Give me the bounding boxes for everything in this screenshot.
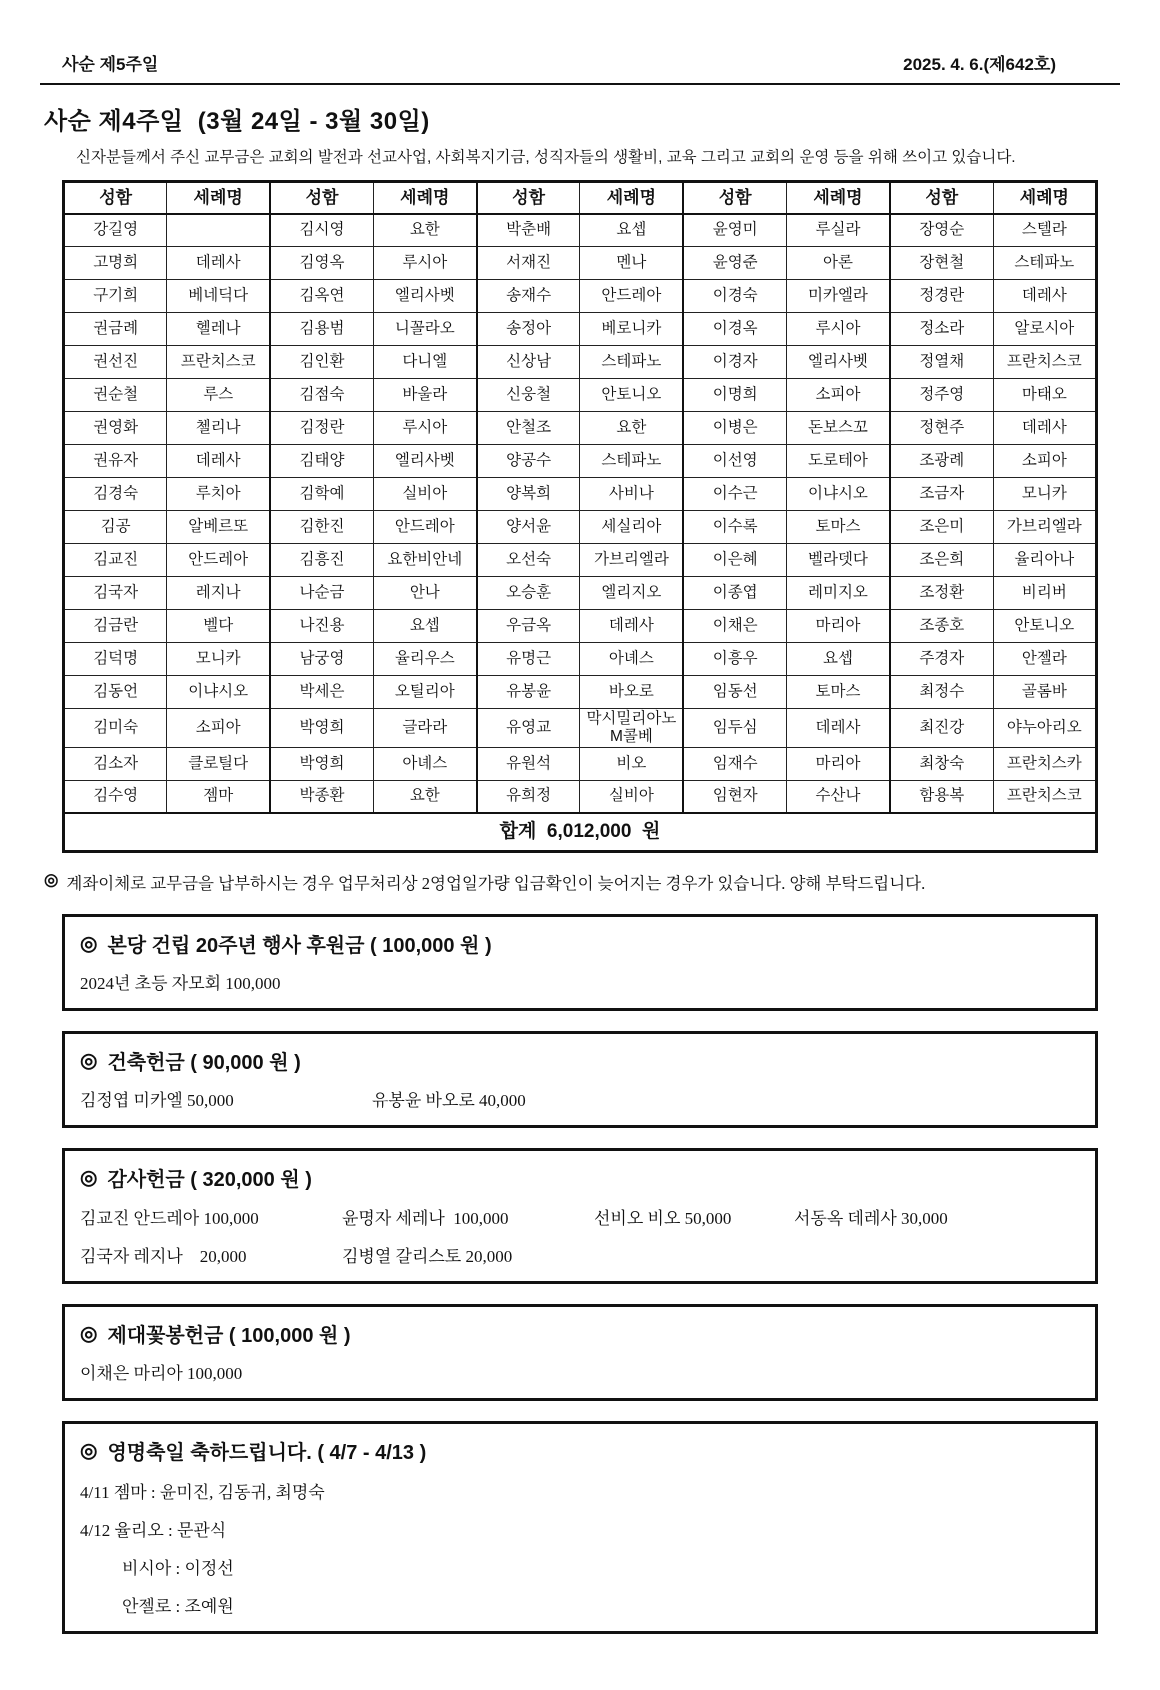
table-cell: 윤영미 — [683, 214, 786, 247]
table-cell: 장영순 — [890, 214, 993, 247]
table-cell: 김점숙 — [270, 379, 373, 412]
anniversary-fund-box — [62, 914, 1098, 1011]
table-cell: 가브리엘라 — [580, 544, 683, 577]
table-cell: 김학예 — [270, 478, 373, 511]
table-cell: 주경자 — [890, 643, 993, 676]
table-cell: 오선숙 — [477, 544, 580, 577]
table-row — [64, 747, 1097, 780]
table-cell: 사비나 — [580, 478, 683, 511]
table-cell: 스테파노 — [580, 445, 683, 478]
table-cell: 베네딕다 — [167, 280, 270, 313]
table-cell: 이경옥 — [683, 313, 786, 346]
table-cell: 최진강 — [890, 709, 993, 748]
table-cell: 미카엘라 — [787, 280, 890, 313]
table-cell: 양공수 — [477, 445, 580, 478]
table-cell: 데레사 — [580, 610, 683, 643]
table-cell: 최정수 — [890, 676, 993, 709]
table-cell: 김경숙 — [64, 478, 167, 511]
table-cell: 안젤라 — [993, 643, 1096, 676]
table-header-cell: 성함 — [477, 182, 580, 214]
bullseye-icon: ◎ — [44, 869, 59, 889]
table-cell: 정주영 — [890, 379, 993, 412]
table-cell: 레미지오 — [787, 577, 890, 610]
offering-table — [62, 180, 1098, 853]
table-cell: 이흥우 — [683, 643, 786, 676]
table-cell: 유원석 — [477, 747, 580, 780]
table-cell: 양복희 — [477, 478, 580, 511]
table-cell: 베로니카 — [580, 313, 683, 346]
table-cell: 정경란 — [890, 280, 993, 313]
table-cell: 조광례 — [890, 445, 993, 478]
table-cell: 나순금 — [270, 577, 373, 610]
table-header-cell: 세례명 — [993, 182, 1096, 214]
donation-entry: 김병열 갈리스토 20,000 — [342, 1246, 513, 1266]
table-cell: 오승훈 — [477, 577, 580, 610]
anniversary-fund-entry: 2024년 초등 자모회 100,000 — [80, 973, 281, 993]
table-cell: 김흥진 — [270, 544, 373, 577]
altar-flower-fund-title — [80, 1319, 1080, 1348]
table-cell: 김용범 — [270, 313, 373, 346]
table-cell: 레지나 — [167, 577, 270, 610]
table-cell: 김소자 — [64, 747, 167, 780]
table-row — [64, 247, 1097, 280]
table-cell: 권유자 — [64, 445, 167, 478]
table-cell: 막시밀리아노M콜베 — [580, 709, 683, 748]
table-cell: 김수영 — [64, 780, 167, 813]
table-cell: 정현주 — [890, 412, 993, 445]
table-cell: 강길영 — [64, 214, 167, 247]
transfer-note — [44, 870, 1120, 894]
table-cell: 임두심 — [683, 709, 786, 748]
table-header-cell: 성함 — [64, 182, 167, 214]
table-cell: 이은혜 — [683, 544, 786, 577]
table-cell: 유영교 — [477, 709, 580, 748]
table-cell: 프란치스코 — [993, 346, 1096, 379]
table-header-cell: 성함 — [890, 182, 993, 214]
table-cell: 데레사 — [167, 247, 270, 280]
table-cell: 엘리사벳 — [787, 346, 890, 379]
donation-entry: 선비오 비오 50,000 — [594, 1208, 732, 1228]
table-cell: 나진용 — [270, 610, 373, 643]
altar-flower-fund-title-text: 제대꽃봉헌금 ( 100,000 원 ) — [107, 1324, 351, 1347]
table-cell: 실비아 — [373, 478, 476, 511]
donation-entry: 유봉윤 바오로 40,000 — [372, 1090, 526, 1110]
table-cell: 글라라 — [373, 709, 476, 748]
table-cell: 이수근 — [683, 478, 786, 511]
table-cell: 니꼴라오 — [373, 313, 476, 346]
table-cell: 실비아 — [580, 780, 683, 813]
feast-day-title-text: 영명축일 축하드립니다. ( 4/7 - 4/13 ) — [107, 1441, 427, 1464]
table-cell: 율리아나 — [993, 544, 1096, 577]
table-cell: 김인환 — [270, 346, 373, 379]
page-header — [40, 50, 1120, 85]
table-row — [64, 544, 1097, 577]
page-header-left: 사순 제5주일 — [62, 55, 159, 74]
table-cell: 세실리아 — [580, 511, 683, 544]
thanksgiving-fund-entries — [80, 1204, 1080, 1267]
table-row — [64, 709, 1097, 748]
transfer-note-text: 계좌이체로 교무금을 납부하시는 경우 업무처리상 2영업일가량 입금확인이 늦어지는 경우가 있습니다. 양해 부탁드립니다. — [66, 873, 926, 893]
table-cell: 임재수 — [683, 747, 786, 780]
table-cell: 루시아 — [787, 313, 890, 346]
page-header-right: 2025. 4. 6.(제642호) — [903, 55, 1056, 74]
table-cell — [167, 214, 270, 247]
table-cell: 클로틸다 — [167, 747, 270, 780]
table-cell: 박세은 — [270, 676, 373, 709]
table-cell: 정열채 — [890, 346, 993, 379]
table-cell: 첼리나 — [167, 412, 270, 445]
table-cell: 이명희 — [683, 379, 786, 412]
table-cell: 서재진 — [477, 247, 580, 280]
thanksgiving-fund-title-text: 감사헌금 ( 320,000 원 ) — [107, 1168, 312, 1191]
bullseye-icon: ◎ — [80, 1166, 98, 1189]
table-cell: 데레사 — [993, 412, 1096, 445]
table-cell: 김태양 — [270, 445, 373, 478]
table-cell: 이냐시오 — [167, 676, 270, 709]
donation-entry: 김교진 안드레아 100,000 — [80, 1208, 259, 1228]
table-cell: 가브리엘라 — [993, 511, 1096, 544]
table-cell: 김시영 — [270, 214, 373, 247]
table-cell: 도로테아 — [787, 445, 890, 478]
anniversary-fund-title-text: 본당 건립 20주년 행사 후원금 ( 100,000 원 ) — [107, 934, 492, 957]
table-cell: 권금례 — [64, 313, 167, 346]
table-cell: 구기희 — [64, 280, 167, 313]
table-cell: 모니카 — [993, 478, 1096, 511]
table-cell: 안나 — [373, 577, 476, 610]
table-cell: 이수록 — [683, 511, 786, 544]
table-cell: 함용복 — [890, 780, 993, 813]
table-cell: 골롬바 — [993, 676, 1096, 709]
table-row — [64, 511, 1097, 544]
table-row — [64, 478, 1097, 511]
table-cell: 유희정 — [477, 780, 580, 813]
table-cell: 김교진 — [64, 544, 167, 577]
table-cell: 엘리사벳 — [373, 445, 476, 478]
table-cell: 김덕명 — [64, 643, 167, 676]
section-title: 사순 제4주일 (3월 24일 - 3월 30일) — [44, 108, 430, 135]
table-cell: 엘리사벳 — [373, 280, 476, 313]
donation-entry: 김국자 레지나 20,000 — [80, 1246, 247, 1266]
table-cell: 신웅철 — [477, 379, 580, 412]
table-cell: 김공 — [64, 511, 167, 544]
table-header-row — [64, 182, 1097, 214]
table-cell: 루스 — [167, 379, 270, 412]
table-cell: 오틸리아 — [373, 676, 476, 709]
table-row — [64, 313, 1097, 346]
table-cell: 조은미 — [890, 511, 993, 544]
table-header-cell: 세례명 — [167, 182, 270, 214]
table-header-cell: 세례명 — [580, 182, 683, 214]
table-header-cell: 세례명 — [787, 182, 890, 214]
table-cell: 김옥연 — [270, 280, 373, 313]
table-row — [64, 379, 1097, 412]
table-cell: 요한 — [373, 214, 476, 247]
donation-entry: 윤명자 세레나 100,000 — [342, 1208, 509, 1228]
table-row — [64, 346, 1097, 379]
table-cell: 스텔라 — [993, 214, 1096, 247]
table-cell: 우금옥 — [477, 610, 580, 643]
table-cell: 남궁영 — [270, 643, 373, 676]
table-cell: 송재수 — [477, 280, 580, 313]
table-cell: 조정환 — [890, 577, 993, 610]
table-cell: 비오 — [580, 747, 683, 780]
table-row — [64, 280, 1097, 313]
table-cell: 멘나 — [580, 247, 683, 280]
building-fund-entries — [80, 1086, 1080, 1111]
table-cell: 요셉 — [787, 643, 890, 676]
table-cell: 박영희 — [270, 709, 373, 748]
table-cell: 율리우스 — [373, 643, 476, 676]
table-cell: 김미숙 — [64, 709, 167, 748]
table-cell: 김한진 — [270, 511, 373, 544]
table-cell: 벨라뎃다 — [787, 544, 890, 577]
table-cell: 헬레나 — [167, 313, 270, 346]
thanksgiving-fund-title — [80, 1163, 1080, 1192]
table-cell: 유명근 — [477, 643, 580, 676]
table-cell: 데레사 — [993, 280, 1096, 313]
table-cell: 권선진 — [64, 346, 167, 379]
bulletin-page — [0, 50, 1160, 1634]
table-cell: 알로시아 — [993, 313, 1096, 346]
grid-spacer — [594, 1242, 794, 1267]
table-cell: 박영희 — [270, 747, 373, 780]
donation-entry: 김정엽 미카엘 50,000 — [80, 1090, 234, 1110]
feast-day-title — [80, 1436, 1080, 1465]
table-cell: 박춘배 — [477, 214, 580, 247]
table-cell: 김국자 — [64, 577, 167, 610]
table-cell: 이경자 — [683, 346, 786, 379]
total-amount: 합계 6,012,000 원 — [64, 813, 1097, 851]
donation-entry: 서동옥 데레사 30,000 — [794, 1208, 948, 1228]
table-cell: 조종호 — [890, 610, 993, 643]
table-cell: 소피아 — [993, 445, 1096, 478]
table-row — [64, 445, 1097, 478]
feast-day-line: 4/12 율리오 : 문관식 — [80, 1520, 227, 1540]
table-row — [64, 780, 1097, 813]
table-cell: 토마스 — [787, 511, 890, 544]
table-cell: 다니엘 — [373, 346, 476, 379]
table-cell: 스테파노 — [580, 346, 683, 379]
altar-flower-fund-entry: 이채은 마리아 100,000 — [80, 1363, 243, 1383]
grid-spacer — [794, 1242, 1080, 1267]
table-cell: 바울라 — [373, 379, 476, 412]
table-cell: 김금란 — [64, 610, 167, 643]
table-cell: 정소라 — [890, 313, 993, 346]
table-cell: 요셉 — [373, 610, 476, 643]
building-fund-title-text: 건축헌금 ( 90,000 원 ) — [107, 1051, 301, 1074]
table-cell: 박종환 — [270, 780, 373, 813]
building-fund-box — [62, 1031, 1098, 1128]
table-cell: 야누아리오 — [993, 709, 1096, 748]
table-header-cell: 성함 — [683, 182, 786, 214]
table-cell: 권영화 — [64, 412, 167, 445]
table-cell: 조금자 — [890, 478, 993, 511]
table-cell: 안철조 — [477, 412, 580, 445]
table-cell: 김정란 — [270, 412, 373, 445]
bullseye-icon: ◎ — [80, 1322, 98, 1345]
table-cell: 엘리지오 — [580, 577, 683, 610]
table-cell: 비리버 — [993, 577, 1096, 610]
table-cell: 임동선 — [683, 676, 786, 709]
table-cell: 프란치스카 — [993, 747, 1096, 780]
table-cell: 임현자 — [683, 780, 786, 813]
table-cell: 안토니오 — [580, 379, 683, 412]
bullseye-icon: ◎ — [80, 932, 98, 955]
table-row — [64, 643, 1097, 676]
table-cell: 루치아 — [167, 478, 270, 511]
section-subtitle: 신자분들께서 주신 교무금은 교회의 발전과 선교사업, 사회복지기금, 성직자들의 생활비, 교육 그리고 교회의 운영 등을 위해 쓰이고 있습니다. — [76, 149, 1016, 166]
table-cell: 프란치스코 — [167, 346, 270, 379]
table-cell: 아녜스 — [373, 747, 476, 780]
table-cell: 고명희 — [64, 247, 167, 280]
table-cell: 벨다 — [167, 610, 270, 643]
table-cell: 토마스 — [787, 676, 890, 709]
table-cell: 신상남 — [477, 346, 580, 379]
bullseye-icon: ◎ — [80, 1439, 98, 1462]
table-cell: 루실라 — [787, 214, 890, 247]
table-cell: 이선영 — [683, 445, 786, 478]
table-cell: 소피아 — [787, 379, 890, 412]
table-header-cell: 세례명 — [373, 182, 476, 214]
table-cell: 이경숙 — [683, 280, 786, 313]
table-cell: 유봉윤 — [477, 676, 580, 709]
table-cell: 스테파노 — [993, 247, 1096, 280]
table-row — [64, 214, 1097, 247]
anniversary-fund-title — [80, 929, 1080, 958]
table-cell: 프란치스코 — [993, 780, 1096, 813]
table-cell: 안토니오 — [993, 610, 1096, 643]
table-cell: 이종엽 — [683, 577, 786, 610]
feast-day-line: 안젤로 : 조예원 — [122, 1596, 234, 1616]
total-row — [64, 813, 1097, 851]
table-cell: 송정아 — [477, 313, 580, 346]
table-cell: 안드레아 — [167, 544, 270, 577]
table-cell: 김동언 — [64, 676, 167, 709]
table-cell: 소피아 — [167, 709, 270, 748]
table-cell: 안드레아 — [373, 511, 476, 544]
table-row — [64, 610, 1097, 643]
table-cell: 윤영준 — [683, 247, 786, 280]
table-cell: 요한비안네 — [373, 544, 476, 577]
table-cell: 권순철 — [64, 379, 167, 412]
table-row — [64, 676, 1097, 709]
table-cell: 루시아 — [373, 247, 476, 280]
table-cell: 마리아 — [787, 747, 890, 780]
table-cell: 데레사 — [787, 709, 890, 748]
table-row — [64, 412, 1097, 445]
table-cell: 마태오 — [993, 379, 1096, 412]
table-cell: 조은희 — [890, 544, 993, 577]
table-cell: 데레사 — [167, 445, 270, 478]
table-cell: 장현철 — [890, 247, 993, 280]
table-cell: 젬마 — [167, 780, 270, 813]
bullseye-icon: ◎ — [80, 1049, 98, 1072]
table-cell: 돈보스꼬 — [787, 412, 890, 445]
feast-day-line: 비시아 : 이정선 — [122, 1558, 234, 1578]
table-cell: 김영옥 — [270, 247, 373, 280]
building-fund-title — [80, 1046, 1080, 1075]
table-header-cell: 성함 — [270, 182, 373, 214]
table-cell: 수산나 — [787, 780, 890, 813]
feast-day-line: 4/11 젬마 : 윤미진, 김동귀, 최명숙 — [80, 1482, 325, 1502]
table-cell: 마리아 — [787, 610, 890, 643]
table-cell: 최창숙 — [890, 747, 993, 780]
table-cell: 요셉 — [580, 214, 683, 247]
table-cell: 알베르또 — [167, 511, 270, 544]
table-cell: 이병은 — [683, 412, 786, 445]
table-cell: 안드레아 — [580, 280, 683, 313]
feast-day-box — [62, 1421, 1098, 1634]
table-cell: 양서윤 — [477, 511, 580, 544]
table-cell: 루시아 — [373, 412, 476, 445]
table-cell: 요한 — [373, 780, 476, 813]
table-cell: 이채은 — [683, 610, 786, 643]
table-cell: 이냐시오 — [787, 478, 890, 511]
thanksgiving-fund-box — [62, 1148, 1098, 1284]
altar-flower-fund-box — [62, 1304, 1098, 1401]
table-cell: 모니카 — [167, 643, 270, 676]
table-cell: 아론 — [787, 247, 890, 280]
table-cell: 바오로 — [580, 676, 683, 709]
table-row — [64, 577, 1097, 610]
table-cell: 요한 — [580, 412, 683, 445]
table-cell: 아녜스 — [580, 643, 683, 676]
